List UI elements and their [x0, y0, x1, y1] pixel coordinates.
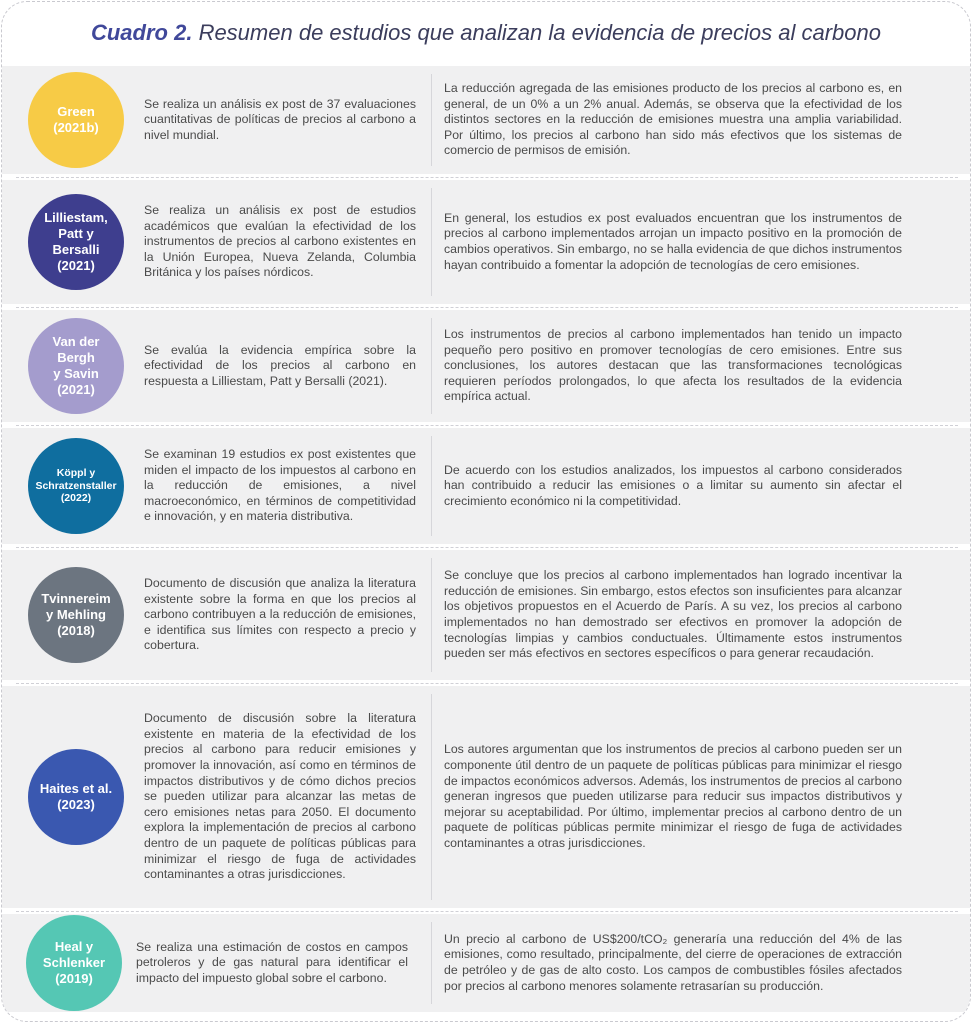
row-separator: [16, 177, 958, 178]
author-line: Schratzenstaller: [35, 479, 117, 492]
author-badge: [28, 749, 124, 845]
column-divider: [431, 436, 432, 536]
row-separator: [16, 547, 958, 548]
study-result-text: Los instrumentos de precios al carbono implementados han tenido un impacto pequeño pero positivo en promover tecnologías de cero emisiones. Entre sus conclusiones, los autores destacan que las transformaciones tecnológicas requieren períodos prolongados, lo que afecta los resultados de la evidencia empírica actual.: [444, 326, 902, 404]
author-line: Tvinnereim: [41, 591, 111, 607]
study-description: [144, 692, 416, 902]
row-separator: [16, 683, 958, 684]
study-result-text: Un precio al carbono de US$200/tCO₂ generaría una reducción del 4% de las emisiones, como resultado, principalmente, del cierre de operaciones de extracción de petróleo y de gas de alto costo. Los campos de combustibles fósiles afectados por precios al carbono menores solamente retrasarían su producción.: [444, 931, 902, 993]
author-label: [53, 334, 100, 397]
study-result: [444, 316, 902, 416]
author-line: (2021): [57, 257, 95, 273]
study-description-text: Se realiza una estimación de costos en campos petroleros y de gas natural para identificar el impacto del impuesto global sobre el carbono.: [136, 939, 408, 985]
author-line: (2018): [57, 622, 95, 638]
study-row: [2, 310, 971, 422]
author-line: Heal y: [54, 939, 94, 955]
study-row: [2, 66, 971, 174]
study-row: [2, 180, 971, 304]
row-separator: [16, 911, 958, 912]
author-line: Van der: [52, 334, 100, 350]
study-description-text: Se evalúa la evidencia empírica sobre la efectividad de los precios al carbono en respuesta a Lilliestam, Patt y Bersalli (2021).: [144, 342, 416, 388]
study-result-text: En general, los estudios ex post evaluados encuentran que los instrumentos de precios al carbono implementados arrojan un impacto positivo en la promoción de cambios operativos. Sin embargo, no se halla evidencia de que dichos instrumentos hayan contribuido a fomentar la adopción de tecnologías de cero emisiones.: [444, 210, 902, 272]
summary-table-frame: [1, 1, 971, 1022]
study-result-text: Se concluye que los precios al carbono implementados han logrado incentivar la reducción de emisiones. Sin embargo, estos efectos son insuficientes para alcanzar los objetivos propuestos en el Acuerdo de París. A su vez, los precios al carbono implementados no han demostrado ser efectivos en promover la adopción de tecnologías limpias y cambios conductuales. Últimamente estos instrumentos pueden ser más efectivos en sectores específicos o para generar recaudación.: [444, 568, 902, 661]
author-badge: [28, 318, 124, 414]
column-divider: [431, 694, 432, 900]
study-description-text: Documento de discusión sobre la literatura existente en materia de la efectividad de los precios al carbono para reducir emisiones y promover la innovación, así como en términos de impactos distributivos y de cómo dichos precios se pueden utilizar para alcanzar las metas de cero emisiones netas para 2050. El documento explora la implementación de precios al carbono dentro de un paquete de políticas públicas para minimizar el riesgo de fuga de actividades contaminantes a otras jurisdicciones.: [144, 711, 416, 882]
author-line: Bergh: [57, 350, 95, 366]
study-description-text: Se examinan 19 estudios ex post existentes que miden el impacto de los impuestos al carbono en la reducción de emisiones, a nivel macroeconómico, en términos de competitividad e innovación, y en materia distributiva.: [144, 446, 416, 524]
row-separator: [16, 425, 958, 426]
author-line: Green: [57, 104, 95, 120]
author-line: (2019): [55, 970, 93, 986]
author-line: Lilliestam,: [44, 210, 108, 226]
study-row: [2, 914, 971, 1012]
study-description: [136, 920, 408, 1006]
study-result: [444, 556, 902, 674]
study-description: [144, 556, 416, 674]
study-result: [444, 434, 902, 538]
study-row: [2, 550, 971, 680]
column-divider: [431, 188, 432, 296]
table-title-text: Resumen de estudios que analizan la evidencia de precios al carbono: [198, 20, 882, 45]
author-line: y Savin: [53, 366, 99, 381]
column-divider: [431, 922, 432, 1004]
study-description: [144, 72, 416, 168]
author-line: (2023): [57, 797, 95, 812]
study-description-text: Documento de discusión que analiza la literatura existente sobre la forma en que los precios al carbono contribuyen a la reducción de emisiones, e identifica sus límites con respecto a precio y cobertura.: [144, 575, 416, 653]
study-description: [144, 434, 416, 538]
study-description-text: Se realiza un análisis ex post de 37 evaluaciones cuantitativas de políticas de precios al carbono a nivel mundial.: [144, 96, 416, 142]
table-title-lead: Cuadro 2.: [90, 20, 193, 45]
study-row: [2, 686, 971, 908]
study-result: [444, 72, 902, 168]
study-result: [444, 186, 902, 298]
author-line: (2021b): [53, 120, 99, 135]
author-line: Haites et al.: [39, 781, 113, 797]
study-description: [144, 186, 416, 298]
author-label: [40, 781, 112, 813]
author-badge: [26, 915, 122, 1011]
study-result: [444, 920, 902, 1006]
author-line: (2022): [60, 492, 92, 505]
study-description: [144, 316, 416, 416]
author-line: (2021): [57, 381, 95, 397]
author-badge: [28, 194, 124, 290]
author-line: y Mehling: [46, 607, 106, 623]
author-badge: [28, 438, 124, 534]
author-label: [53, 104, 99, 136]
column-divider: [431, 318, 432, 414]
row-separator: [16, 307, 958, 308]
study-result: [444, 692, 902, 902]
author-line: Köppl y: [56, 466, 96, 479]
study-row: [2, 428, 971, 544]
study-result-text: De acuerdo con los estudios analizados, los impuestos al carbono considerados han contribuido a reducir las emisiones o a limitar su aumento sin afectar el crecimiento económico ni la competitividad.: [444, 462, 902, 508]
author-badge: [28, 72, 124, 168]
author-label: [41, 591, 110, 639]
author-label: [35, 467, 116, 505]
author-label: [44, 210, 108, 273]
column-divider: [431, 74, 432, 166]
author-label: [43, 939, 105, 987]
author-line: Schlenker: [42, 955, 106, 971]
table-title: [2, 20, 970, 46]
study-result-text: La reducción agregada de las emisiones producto de los precios al carbono es, en general, de un 0% a un 2% anual. Además, se observa que la efectividad de los distintos sectores en la reducción de emisiones muestra una amplia variabilidad. Por último, los precios al carbono han sido más efectivos que los sistemas de comercio de permisos de emisión.: [444, 80, 902, 158]
column-divider: [431, 558, 432, 672]
author-line: Patt y: [58, 226, 94, 242]
study-description-text: Se realiza un análisis ex post de estudios académicos que evalúan la efectividad de los instrumentos de precios al carbono existentes en la Unión Europea, Nueva Zelanda, Columbia Británica y los países nórdicos.: [144, 202, 416, 280]
study-result-text: Los autores argumentan que los instrumentos de precios al carbono pueden ser un componente útil dentro de un paquete de políticas públicas para minimizar el riesgo de impactos económicos adversos. Además, los instrumentos de precios al carbono generan ingresos que pueden utilizarse para reducir sus impactos distributivos y mejorar su aceptabilidad. Por último, implementar precios al carbono dentro de un paquete de políticas públicas permite minimizar el riesgo de fuga de actividades contaminantes a otras jurisdicciones.: [444, 742, 902, 851]
author-badge: [28, 567, 124, 663]
author-line: Bersalli: [52, 242, 100, 257]
